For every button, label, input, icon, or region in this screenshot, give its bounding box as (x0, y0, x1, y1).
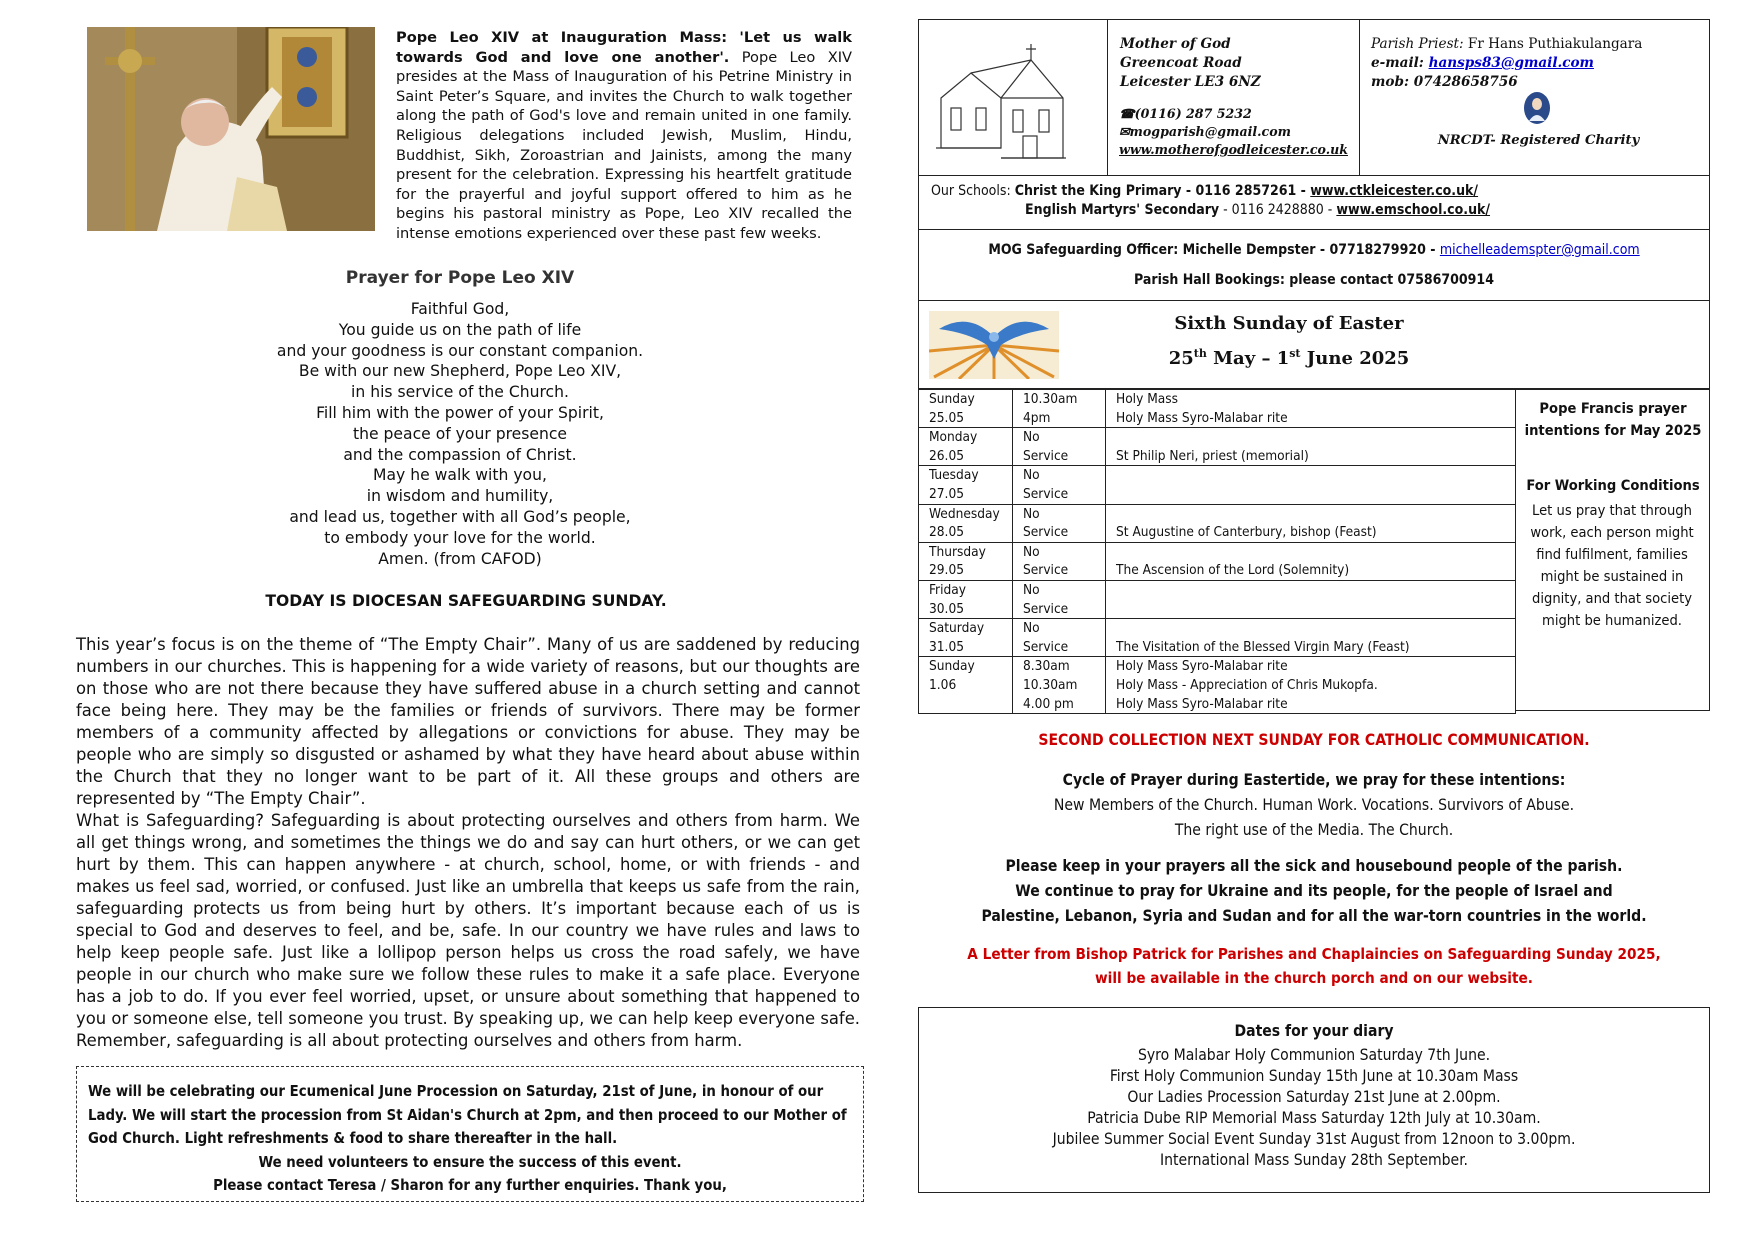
schedule-time-cell (1013, 428, 1106, 466)
schedule-day-cell (919, 466, 1013, 504)
schedule-time-cell (1013, 466, 1106, 504)
prayer-line: and the compassion of Christ. (343, 445, 577, 464)
parish-name: Mother of God (1120, 36, 1231, 52)
schedule-time: 8.30am (1023, 658, 1070, 675)
schedule-date: 30.05 (929, 600, 964, 617)
prayer-line: You guide us on the path of life (338, 320, 582, 339)
sick-line: Please keep in your prayers all the sick and housebound people of the parish. (1005, 857, 1623, 875)
schedule-event: Holy Mass Syro-Malabar rite (1116, 695, 1288, 712)
cycle-of-prayer (918, 768, 1710, 843)
sunday-dates (1079, 347, 1499, 369)
holy-spirit-dove-icon (929, 311, 1059, 379)
parish-header (918, 19, 1710, 301)
sunday-banner (918, 301, 1710, 389)
intentions-subtitle: For Working Conditions (1526, 477, 1700, 494)
schedule-date: 25.05 (929, 409, 964, 426)
letter-line: A Letter from Bishop Patrick for Parishes and Chaplaincies on Safeguarding Sunday 2025, (967, 945, 1661, 963)
schedule-day-cell (919, 428, 1013, 466)
schedule-event-cell (1106, 657, 1516, 714)
priest-email-label: e-mail: (1371, 55, 1429, 71)
charity-label: NRCDT- Registered Charity (1437, 133, 1640, 148)
parish-address (1120, 35, 1355, 92)
schedule-day: Wednesday (929, 505, 1000, 522)
safeguarding-officer (919, 242, 1709, 258)
procession-notice (76, 1066, 864, 1202)
schedule-date: 1.06 (929, 676, 957, 693)
sunday-date-month: June 2025 (1300, 348, 1410, 369)
schedule-event-cell (1106, 580, 1516, 618)
cycle-heading: Cycle of Prayer during Eastertide, we pray for these intentions: (1062, 771, 1566, 789)
priest-email-link[interactable]: hansps83@gmail.com (1428, 55, 1594, 71)
sunday-title: Sixth Sunday of Easter (1174, 313, 1404, 334)
schedule-time-cell (1013, 504, 1106, 542)
schedule-time: 10.30am (1023, 676, 1078, 693)
header-divider (919, 229, 1709, 230)
schedule-time-cell (1013, 390, 1106, 428)
second-collection-notice: SECOND COLLECTION NEXT SUNDAY FOR CATHOLIC COMMUNICATION. (1038, 731, 1590, 749)
schedule-row (919, 390, 1516, 428)
priest-mobile: mob: 07428658756 (1371, 74, 1518, 90)
parish-street: Greencoat Road (1120, 55, 1242, 71)
schedule-time: Service (1023, 485, 1069, 502)
schedule-time: No (1023, 581, 1040, 598)
schedule-day-cell (919, 504, 1013, 542)
school-2-link[interactable]: www.emschool.co.uk/ (1336, 202, 1491, 218)
schedule-event: Holy Mass Syro-Malabar rite (1116, 409, 1288, 426)
diary-item: International Mass Sunday 28th September. (1160, 1151, 1468, 1169)
schedule-day-cell (919, 657, 1013, 714)
schedule-row (919, 619, 1516, 657)
news-headline: Pope Leo XIV at Inauguration Mass: 'Let us walk towards God and love one another'. (396, 29, 852, 66)
schedule-day: Friday (929, 581, 966, 598)
schedule-event-cell (1106, 466, 1516, 504)
schedule-event: Holy Mass Syro-Malabar rite (1116, 658, 1288, 675)
schedule-time: Service (1023, 562, 1069, 579)
priest-name: Fr Hans Puthiakulangara (1463, 36, 1643, 52)
schools-label: Our Schools: (931, 183, 1015, 199)
schedule-day-cell (919, 390, 1013, 428)
school-1: Christ the King Primary - 0116 2857261 - (1014, 183, 1311, 199)
schedule-time: No (1023, 505, 1040, 522)
schedule-row (919, 428, 1516, 466)
procession-text: We will be celebrating our Ecumenical June Procession on Saturday, 21st of June, in honour of our Lady. We will start the procession from St Aidan's Church at 2pm, and then proceed to our Mother of God Church. Light refreshments & food to share thereafter in the hall. (88, 1083, 847, 1147)
school-2: English Martyrs' Secondary (1025, 202, 1220, 218)
schedule-event-cell (1106, 390, 1516, 428)
schedule-day: Saturday (929, 620, 985, 637)
intentions-title: Pope Francis prayer intentions for May 2025 (1524, 400, 1702, 439)
schedule-time: Service (1023, 447, 1069, 464)
schedule-day-cell (919, 619, 1013, 657)
sick-line: Palestine, Lebanon, Syria and Sudan and for all the war-torn countries in the world. (981, 907, 1647, 925)
cycle-line: The right use of the Media. The Church. (1174, 821, 1454, 839)
schedule-event: Holy Mass - Appreciation of Chris Mukopfa. (1116, 676, 1378, 693)
schedule-row (919, 580, 1516, 618)
sunday-date-suffix: th (1193, 347, 1207, 360)
schedule-date: 26.05 (929, 447, 964, 464)
schedule-time-cell (1013, 542, 1106, 580)
safeguarding-heading: TODAY IS DIOCESAN SAFEGUARDING SUNDAY. (265, 592, 667, 610)
diary-item: Patricia Dube RIP Memorial Mass Saturday 12th July at 10.30am. (1087, 1109, 1541, 1127)
prayer-title: Prayer for Pope Leo XIV (345, 268, 575, 288)
prayer-line: in wisdom and humility, (366, 487, 554, 506)
safeguarding-paragraph-2: What is Safeguarding? Safeguarding is about protecting ourselves and others from harm. We all get things wrong, and sometimes the things we do and say can hurt others, or we can get hurt by them. This can happen anywhere - at church, school, home, or with friends - and makes us feel sad, worried, or confused. Just like an umbrella that keeps us safe from the rain, safeguarding protects us from being hurt by others. It’s important because each of us is special to God and deserves to feel, and be, safe. In our country we have rules and laws to help keep people safe. Just like a lollipop person helps us cross the road safely, we have people in our church who make sure we follow these rules to make it a safe place. Everyone has a job to do. If you ever feel worried, upset, or unsure about something that happened to you or someone else, tell someone you trust. By speaking up, we can help keep everyone safe. Remember, safeguarding is all about protecting ourselves and others from harm. (76, 811, 860, 1050)
schedule-event (1116, 600, 1505, 619)
parish-phone: ☎(0116) 287 5232 (1119, 106, 1252, 121)
schedule-time: No (1023, 543, 1040, 560)
prayer-line: in his service of the Church. (351, 383, 569, 402)
sick-line: We continue to pray for Ukraine and its people, for the people of Israel and (1015, 882, 1613, 900)
safeguarding-paragraph-1: This year’s focus is on the theme of “The Empty Chair”. Many of us are saddened by reducing numbers in our churches. This is happening for a wide variety of reasons, but our thoughts are on those who are not there because they have suffered abuse in a church setting and cannot face being here. They may be the families or friends of survivors. There may be former members of a community affected by allegations or convictions for abuse. They may be people who are simply so disgusted or ashamed by what they have heard about abuse within the Church that they no longer want to be part of it. All these groups and others are represented by “The Empty Chair”. (76, 635, 860, 808)
mass-schedule-table (918, 389, 1516, 714)
prayer-line: the peace of your presence (352, 424, 568, 443)
pope-leo-photo (87, 27, 375, 231)
schedule-time: Service (1023, 638, 1069, 655)
schedule-day: Thursday (929, 543, 986, 560)
schedule-time: No (1023, 429, 1040, 446)
prayer-line: Fill him with the power of your Spirit, (316, 403, 604, 422)
priest-label: Parish Priest: (1371, 36, 1464, 52)
prayer-line: Amen. (from CAFOD) (378, 549, 542, 568)
header-divider (1107, 20, 1108, 175)
officer-text: MOG Safeguarding Officer: Michelle Dempster - 07718279920 - (988, 242, 1440, 258)
diary-item: First Holy Communion Sunday 15th June at 10.30am Mass (1109, 1067, 1519, 1085)
schedule-event: Holy Mass (1116, 391, 1178, 407)
news-article (396, 28, 852, 244)
bishop-letter-notice (918, 942, 1710, 990)
schedule-event: The Ascension of the Lord (Solemnity) (1116, 562, 1350, 579)
sunday-date-suffix: st (1289, 347, 1301, 360)
schedule-event: The Visitation of the Blessed Virgin Mary (Feast) (1116, 638, 1410, 655)
prayer-line: May he walk with you, (373, 466, 547, 485)
schedule-time: 4.00 pm (1023, 695, 1074, 712)
diary-item: Syro Malabar Holy Communion Saturday 7th June. (1137, 1046, 1491, 1064)
schedule-event: St Philip Neri, priest (memorial) (1116, 447, 1309, 464)
schedule-day: Sunday (929, 658, 975, 675)
prayer-text (230, 299, 690, 569)
sunday-date-month: May – 1 (1206, 348, 1290, 369)
schedule-event-cell (1106, 504, 1516, 542)
mary-icon (1523, 91, 1551, 125)
parish-email[interactable]: ✉mogparish@gmail.com (1119, 124, 1291, 139)
header-divider (919, 175, 1709, 176)
prayer-line: to embody your love for the world. (324, 528, 596, 547)
sunday-date-day: 25 (1168, 348, 1194, 369)
schedule-date: 29.05 (929, 562, 964, 579)
cycle-line: New Members of the Church. Human Work. Vocations. Survivors of Abuse. (1053, 796, 1575, 814)
parish-city: Leicester LE3 6NZ (1120, 74, 1261, 90)
safeguarding-body (76, 634, 860, 1052)
schedule-time-cell (1013, 657, 1106, 714)
schedule-date: 31.05 (929, 638, 964, 655)
header-divider (1359, 20, 1360, 175)
parish-website-link[interactable]: www.motherofgodleicester.co.uk (1119, 142, 1348, 157)
procession-volunteers: We need volunteers to ensure the success of this event. (258, 1153, 682, 1171)
diary-dates-box (918, 1007, 1710, 1193)
schedule-day: Sunday (929, 391, 975, 407)
priest-info (1371, 35, 1706, 92)
schedule-event-cell (1106, 428, 1516, 466)
schedule-time-cell (1013, 580, 1106, 618)
schedule-day-cell (919, 580, 1013, 618)
schedule-date: 27.05 (929, 485, 964, 502)
schedule-day: Tuesday (929, 467, 979, 484)
schedule-date: 28.05 (929, 524, 964, 541)
hall-bookings: Parish Hall Bookings: please contact 07586700914 (1134, 272, 1494, 288)
church-drawing (931, 38, 1071, 173)
prayer-line: Faithful God, (410, 300, 510, 318)
schedule-day-cell (919, 542, 1013, 580)
pope-francis-intentions (1516, 389, 1710, 711)
schedule-row (919, 466, 1516, 504)
schedule-event-cell (1106, 542, 1516, 580)
schedule-time: 4pm (1023, 409, 1051, 426)
schedule-time-cell (1013, 619, 1106, 657)
news-body: Pope Leo XIV presides at the Mass of Inauguration of his Petrine Ministry in Saint Peter’s Square, and invites the Church to walk together along the path of God's love and remain united in one family. Religious delegations included Jewish, Muslim, Hindu, Buddhist, Sikh, Zoroastrian and Jainists, among the many present for the celebration. Expressing his heartfelt gratitude for the prayerful and joyful support offered to him as he begins his pastoral ministry as Pope, Leo XIV recalled the intense emotions experienced over these past few weeks. (396, 48, 852, 242)
schedule-day: Monday (929, 429, 978, 446)
schedule-time: 10.30am (1023, 391, 1078, 407)
schedule-time: No (1023, 620, 1040, 637)
schedule-row (919, 542, 1516, 580)
schedule-event (1116, 485, 1505, 504)
sick-prayers (918, 854, 1710, 929)
letter-line: will be available in the church porch and on our website. (1095, 969, 1533, 987)
procession-contact: Please contact Teresa / Sharon for any further enquiries. Thank you, (213, 1177, 727, 1194)
diary-item: Our Ladies Procession Saturday 21st June at 2.00pm. (1127, 1088, 1501, 1106)
schedule-event-cell (1106, 619, 1516, 657)
school-1-link[interactable]: www.ctkleicester.co.uk/ (1310, 183, 1479, 199)
schedule-time: Service (1023, 600, 1069, 617)
prayer-line: and your goodness is our constant companion. (276, 341, 644, 360)
diary-item: Jubilee Summer Social Event Sunday 31st August from 12noon to 3.00pm. (1052, 1130, 1576, 1148)
schools-info (931, 182, 1701, 220)
schedule-time: Service (1023, 524, 1069, 541)
officer-email-link[interactable]: michelleademspter@gmail.com (1439, 242, 1640, 258)
schedule-event: St Augustine of Canterbury, bishop (Feast) (1116, 524, 1377, 541)
schedule-row (919, 504, 1516, 542)
parish-contacts (1119, 105, 1354, 159)
prayer-line: Be with our new Shepherd, Pope Leo XIV, (298, 362, 622, 381)
school-2-phone: - 0116 2428880 - (1219, 202, 1337, 218)
intentions-text: Let us pray that through work, each person might find fulfilment, families might be sustained in dignity, and that society might be humanized. (1530, 502, 1694, 629)
schedule-row (919, 657, 1516, 714)
prayer-line: and lead us, together with all God’s people, (289, 507, 631, 526)
schedule-time: No (1023, 467, 1040, 484)
diary-heading: Dates for your diary (1234, 1022, 1394, 1040)
